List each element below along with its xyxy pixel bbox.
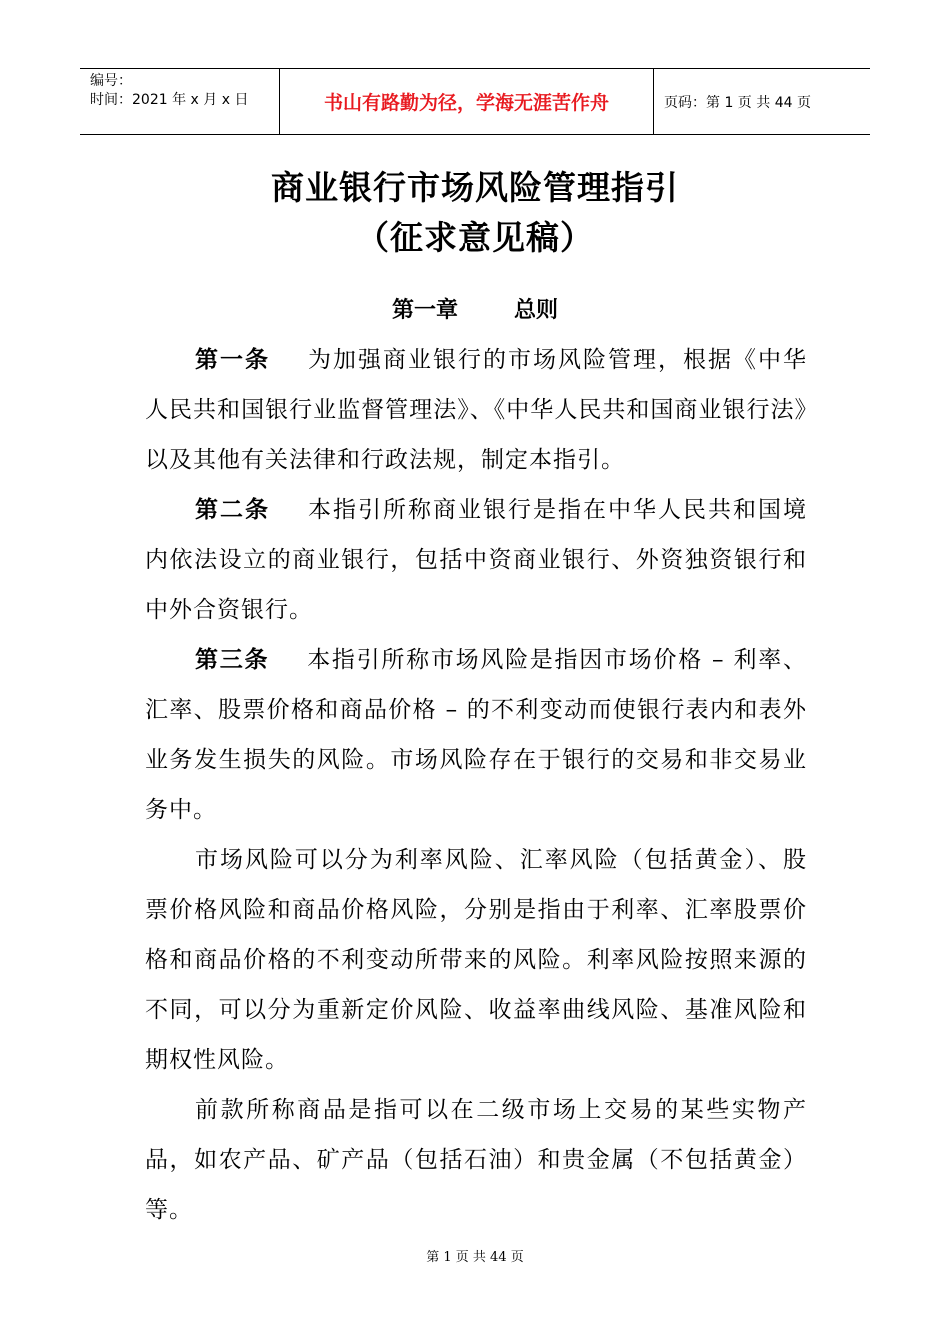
page-footer: 第 1 页 共 44 页 [426, 1250, 524, 1265]
article-text: 本指引所称商业银行是指在中华人民共和国境内依法设立的商业银行，包括中资商业银行、外资独资银行和中外合资银行。 [145, 497, 807, 623]
body-paragraph [145, 1085, 807, 1235]
chapter-name: 总则 [514, 297, 559, 323]
document-body [145, 335, 807, 1235]
page-header [80, 68, 870, 135]
article-label: 第一条 [195, 346, 270, 373]
document-title: 商业银行市场风险管理指引 [271, 168, 679, 207]
article-label: 第三条 [195, 646, 270, 673]
article-paragraph [145, 335, 807, 485]
paragraph-text: 市场风险可以分为利率风险、汇率风险（包括黄金）、股票价格风险和商品价格风险，分别是指由于利率、汇率股票价格和商品价格的不利变动所带来的风险。利率风险按照来源的不同，可以分为重新定价风险、收益率曲线风险、基准风险和期权性风险。 [145, 847, 807, 1073]
body-paragraph [145, 835, 807, 1085]
chapter-number: 第一章 [391, 297, 458, 323]
article-paragraph [145, 635, 807, 835]
header-meta [80, 69, 280, 134]
header-motto: 书山有路勤为径，学海无涯苦作舟 [280, 69, 654, 134]
article-text: 为加强商业银行的市场风险管理，根据《中华人民共和国银行业监督管理法》、《中华人民共和国商业银行法》以及其他有关法律和行政法规，制定本指引。 [145, 347, 807, 473]
document-number-label: 编号： [90, 73, 132, 89]
header-page-info: 页码：第 1 页 共 44 页 [664, 94, 811, 111]
chapter-heading [0, 293, 950, 324]
document-subtitle: （征求意见稿） [356, 218, 594, 257]
paragraph-text: 前款所称商品是指可以在二级市场上交易的某些实物产品，如农产品、矿产品（包括石油）和贵金属（不包括黄金）等。 [145, 1097, 807, 1223]
article-paragraph [145, 485, 807, 635]
document-date: 时间：2021 年 x 月 x 日 [90, 92, 249, 108]
article-text: 本指引所称市场风险是指因市场价格 – 利率、汇率、股票价格和商品价格 – 的不利变动而使银行表内和表外业务发生损失的风险。市场风险存在于银行的交易和非交易业务中。 [145, 647, 807, 823]
article-label: 第二条 [195, 496, 270, 523]
